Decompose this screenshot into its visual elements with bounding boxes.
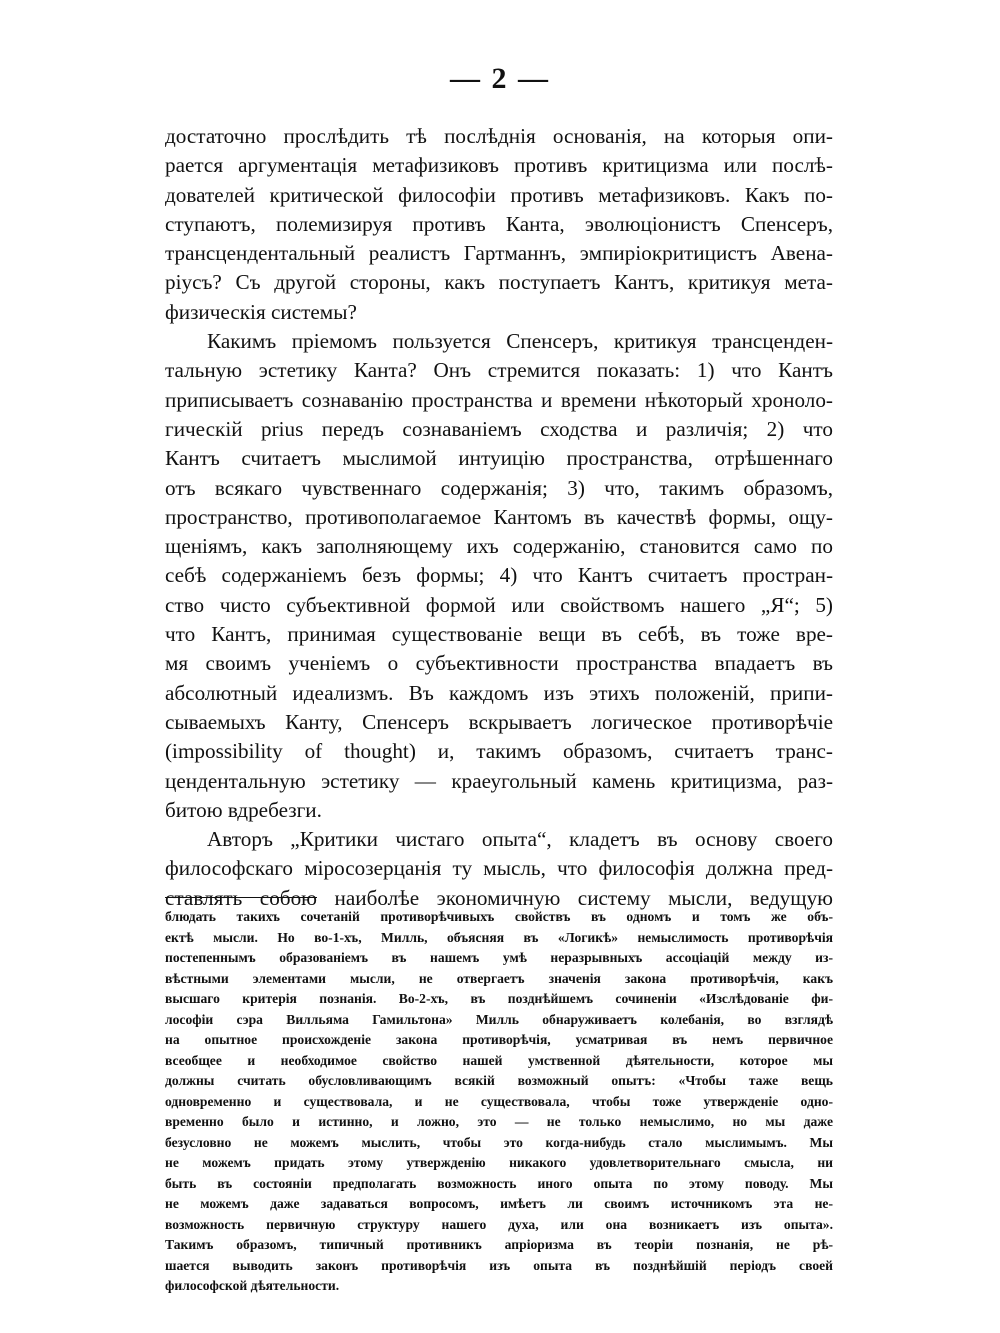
paragraph-start-line: Авторъ „Критики чистаго опыта“, кладетъ въ основу своего <box>207 827 833 852</box>
text-line: тальную эстетику Канта? Онъ стремится показать: 1) что Кантъ <box>165 358 833 383</box>
footnote-line: должны считать обусловливающимъ всякій возможный опытъ: «Чтобы таже вещь <box>165 1073 833 1088</box>
text-line: отъ всякаго чувственнаго содержанія; 3) что, такимъ образомъ, <box>165 475 833 500</box>
text-line: гическій prius передъ сознаваніемъ сходства и различія; 2) что <box>165 416 833 441</box>
footnote-line: высшаго критерія познанія. Во-2-хъ, въ позднѣйшемъ сочиненіи «Изслѣдованіе фи- <box>165 991 833 1006</box>
footnote-line: лософіи сэра Вилльяма Гамильтона» Милль обнаруживаетъ колебанія, во взглядѣ <box>165 1011 833 1027</box>
text-line: (impossibility of thought) и, такимъ образомъ, считаетъ транс- <box>165 739 833 764</box>
page-number: — 2 — <box>450 62 550 95</box>
text-line: Кантъ считаетъ мыслимой интуицію пространства, отрѣшеннаго <box>165 446 833 471</box>
text-line: абсолютный идеализмъ. Въ каждомъ изъ этихъ положеній, припи- <box>165 680 833 705</box>
text-line: пространство, противополагаемое Кантомъ въ качествѣ формы, ощу- <box>165 504 833 529</box>
text-line: сываемыхъ Канту, Спенсеръ вскрываетъ логическое противорѣчіе <box>165 709 833 734</box>
text-line: мя своимъ ученіемъ о субъективности пространства впадаетъ въ <box>165 651 833 676</box>
footnote-divider <box>165 897 317 898</box>
text-line: рается аргументація метафизиковъ противъ критицизма или послѣ- <box>165 153 833 178</box>
footnote-line: шается выводить законъ противорѣчія изъ опыта въ позднѣйшій періодъ своей <box>165 1257 833 1273</box>
text-line: дователей критической философіи противъ метафизиковъ. Какъ по- <box>165 182 833 207</box>
footnote-line: одновременно и существовала, и не существовала, чтобы тоже утвержденіе одно- <box>165 1093 833 1109</box>
footnote-line: всеобщее и необходимое свойство нашей умственной дѣятельности, которое мы <box>165 1052 833 1068</box>
footnote-line: ектѣ мысли. Но во-1-хъ, Милль, объясняя въ «Логикѣ» немыслимость противорѣчія <box>165 929 833 945</box>
footnote-line: безусловно не можемъ мыслить, чтобы это когда-нибудь стало мыслимымъ. Мы <box>165 1134 833 1150</box>
text-line: себѣ содержаніемъ безъ формы; 4) что Кантъ считаетъ простран- <box>165 563 833 588</box>
footnote-line: постепеннымъ образованіемъ въ нашемъ умѣ неразрывныхъ ассоціацій между из- <box>165 950 833 965</box>
footnote-line: блюдать такихъ сочетаній противорѣчивыхъ свойствъ въ одномъ и томъ же объ- <box>165 909 833 924</box>
text-line: достаточно прослѣдить тѣ послѣднія основанія, на которыя опи- <box>165 124 833 148</box>
text-line: битою вдребезги. <box>165 797 322 822</box>
text-line: ступаютъ, полемизируя противъ Канта, эволюціонистъ Спенсеръ, <box>165 211 833 236</box>
footnote <box>165 907 833 1297</box>
footnote-line: быть въ состояніи предполагать возможность иного опыта по этому поводу. Мы <box>165 1175 833 1191</box>
text-line: ставлять собою наиболѣе экономичную систему мысли, ведущую <box>165 885 833 910</box>
footnote-line: вѣстными элементами мысли, не отвергаетъ значенія закона противорѣчія, какъ <box>165 970 833 986</box>
footnote-line: возможность первичную структуру нашего духа, или она возникаетъ изъ опыта». <box>165 1216 833 1232</box>
text-line: что Кантъ, принимая существованіе вещи въ себѣ, въ тоже вре- <box>165 622 833 647</box>
text-line: ство чисто субъективной формой или свойствомъ нашего „Я“; 5) <box>165 592 833 617</box>
text-line: ріусъ? Съ другой стороны, какъ поступаетъ Кантъ, критикуя мета- <box>165 270 833 295</box>
footnote-line: философской дѣятельности. <box>165 1278 340 1293</box>
text-line: философскаго міросозерцанія ту мысль, что философія должна пред- <box>165 856 833 881</box>
footnote-line: временно было и истинно, и ложно, это — не только немыслимо, но мы даже <box>165 1114 833 1129</box>
footnote-line: Такимъ образомъ, типичный противникъ апріоризма въ теоріи познанія, не рѣ- <box>165 1237 833 1252</box>
text-line: цендентальную эстетику — краеугольный камень критицизма, раз- <box>165 768 833 793</box>
text-line: приписываетъ сознаванію пространства и времени нѣкоторый хроноло- <box>165 387 833 412</box>
footnote-line: не можемъ придать этому утвержденію никакого удовлетворительнаго смысла, ни <box>165 1155 833 1170</box>
footnote-line: на опытное происхожденіе закона противорѣчія, усматривая въ немъ первичное <box>165 1032 833 1047</box>
footnote-line: не можемъ даже задаваться вопросомъ, имѣетъ ли своимъ источникомъ эта не- <box>165 1196 833 1211</box>
paragraph-start-line: Какимъ пріемомъ пользуется Спенсеръ, критикуя трансценден- <box>207 329 833 354</box>
text-line: физическія системы? <box>165 299 357 324</box>
text-line: трансцендентальный реалистъ Гартманнъ, эмпиріокритицистъ Авена- <box>165 241 833 266</box>
text-line: щеніямъ, какъ заполняющему ихъ содержанію, становится само по <box>165 534 833 559</box>
main-text <box>165 122 833 913</box>
